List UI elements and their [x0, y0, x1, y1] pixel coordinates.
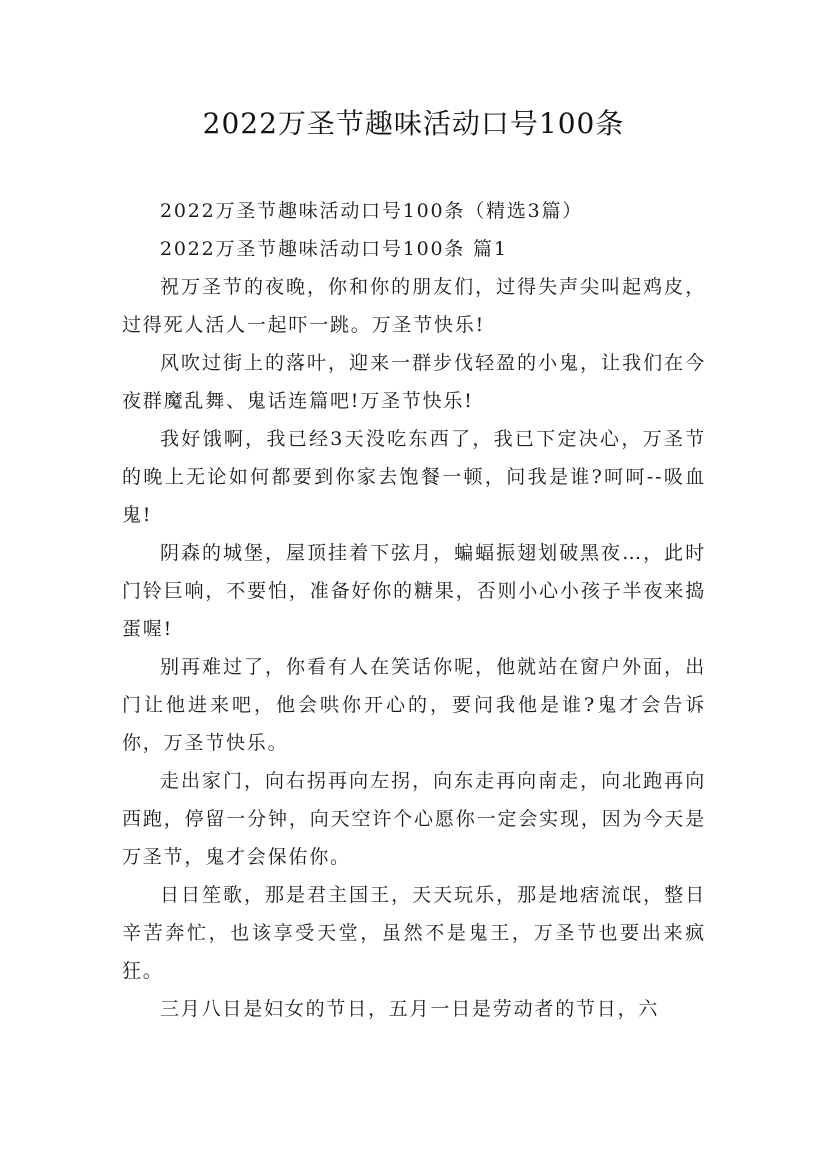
document-title: 2022万圣节趣味活动口号100条 — [202, 107, 625, 140]
paragraph-section-heading: 2022万圣节趣味活动口号100条 篇1 — [160, 238, 508, 260]
paragraph: 日日笙歌，那是君主国王，天天玩乐，那是地痞流氓，整日辛苦奔忙，也该享受天堂，虽然不是鬼王，万圣节也要出来疯狂。 — [122, 884, 706, 982]
paragraph: 别再难过了，你看有人在笑话你呢，他就站在窗户外面，出门让他进来吧，他会哄你开心的，要问我他是谁?鬼才会告诉你，万圣节快乐。 — [122, 656, 706, 754]
paragraph: 走出家门，向右拐再向左拐，向东走再向南走，向北跑再向西跑，停留一分钟，向天空许个心愿你一定会实现，因为今天是万圣节，鬼才会保佑你。 — [122, 770, 706, 868]
paragraph: 阴森的城堡，屋顶挂着下弦月，蝙蝠振翅划破黑夜…，此时门铃巨响，不要怕，准备好你的糖果，否则小心小孩子半夜来捣蛋喔! — [122, 542, 706, 640]
paragraph: 祝万圣节的夜晚，你和你的朋友们，过得失声尖叫起鸡皮，过得死人活人一起吓一跳。万圣节快乐! — [122, 276, 706, 336]
document-body — [122, 192, 706, 1028]
paragraph-subtitle: 2022万圣节趣味活动口号100条（精选3篇） — [160, 200, 584, 222]
paragraph: 我好饿啊，我已经3天没吃东西了，我已下定决心，万圣节的晚上无论如何都要到你家去饱餐一顿，问我是谁?呵呵--吸血鬼! — [122, 428, 706, 526]
paragraph: 三月八日是妇女的节日，五月一日是劳动者的节日，六 — [160, 998, 660, 1020]
paragraph: 风吹过街上的落叶，迎来一群步伐轻盈的小鬼，让我们在今夜群魔乱舞、鬼话连篇吧!万圣节快乐! — [122, 352, 706, 412]
